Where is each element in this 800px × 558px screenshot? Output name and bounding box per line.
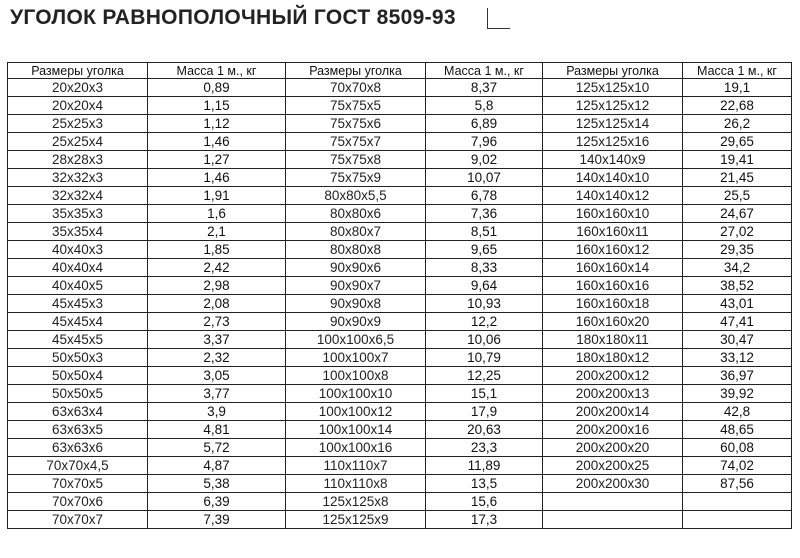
cell-angle-size: 50x50x3	[8, 349, 148, 367]
cell-mass-per-meter: 2,98	[148, 277, 286, 295]
page-title: УГОЛОК РАВНОПОЛОЧНЫЙ ГОСТ 8509-93	[10, 6, 456, 29]
cell-angle-size: 160x160x18	[543, 295, 683, 313]
cell-mass-per-meter: 8,51	[426, 223, 543, 241]
cell-mass-per-meter: 10,79	[426, 349, 543, 367]
cell-mass-per-meter: 74,02	[683, 457, 792, 475]
cell-mass-per-meter: 6,78	[426, 187, 543, 205]
cell-angle-size: 200x200x30	[543, 475, 683, 493]
cell-mass-per-meter: 5,72	[148, 439, 286, 457]
table-row	[8, 367, 792, 385]
cell-angle-size: 75x75x7	[286, 133, 426, 151]
cell-angle-size: 40x40x4	[8, 259, 148, 277]
cell-mass-per-meter: 21,45	[683, 169, 792, 187]
cell-mass-per-meter: 2,42	[148, 259, 286, 277]
cell-angle-size: 45x45x4	[8, 313, 148, 331]
page-header	[0, 0, 800, 58]
table-row	[8, 439, 792, 457]
cell-angle-size: 100x100x14	[286, 421, 426, 439]
cell-mass-per-meter: 29,35	[683, 241, 792, 259]
table-row	[8, 457, 792, 475]
cell-angle-size: 110x110x7	[286, 457, 426, 475]
cell-angle-size: 40x40x5	[8, 277, 148, 295]
cell-angle-size: 35x35x3	[8, 205, 148, 223]
cell-mass-per-meter: 8,37	[426, 79, 543, 97]
cell-angle-size: 90x90x7	[286, 277, 426, 295]
table-row	[8, 349, 792, 367]
cell-angle-size: 200x200x12	[543, 367, 683, 385]
table-row	[8, 475, 792, 493]
cell-angle-size: 45x45x3	[8, 295, 148, 313]
table-row	[8, 169, 792, 187]
cell-mass-per-meter: 38,52	[683, 277, 792, 295]
cell-angle-size: 125x125x10	[543, 79, 683, 97]
table-row	[8, 205, 792, 223]
cell-angle-size: 80x80x7	[286, 223, 426, 241]
column-header-size: Размеры уголка	[8, 63, 148, 79]
cell-angle-size: 180x180x11	[543, 331, 683, 349]
cell-mass-per-meter	[683, 511, 792, 529]
cell-angle-size: 25x25x3	[8, 115, 148, 133]
cell-mass-per-meter: 1,91	[148, 187, 286, 205]
cell-angle-size: 32x32x3	[8, 169, 148, 187]
cell-angle-size: 160x160x20	[543, 313, 683, 331]
cell-angle-size: 200x200x25	[543, 457, 683, 475]
cell-mass-per-meter: 0,89	[148, 79, 286, 97]
cell-angle-size: 200x200x14	[543, 403, 683, 421]
cell-angle-size: 180x180x12	[543, 349, 683, 367]
cell-mass-per-meter: 5,38	[148, 475, 286, 493]
cell-angle-size: 90x90x9	[286, 313, 426, 331]
cell-mass-per-meter: 1,46	[148, 133, 286, 151]
cell-mass-per-meter: 2,08	[148, 295, 286, 313]
cell-angle-size: 90x90x8	[286, 295, 426, 313]
cell-angle-size: 80x80x8	[286, 241, 426, 259]
column-header-size: Размеры уголка	[286, 63, 426, 79]
cell-mass-per-meter: 33,12	[683, 349, 792, 367]
cell-angle-size: 75x75x8	[286, 151, 426, 169]
cell-mass-per-meter: 1,27	[148, 151, 286, 169]
cell-mass-per-meter: 4,87	[148, 457, 286, 475]
cell-angle-size: 160x160x11	[543, 223, 683, 241]
cell-mass-per-meter: 9,02	[426, 151, 543, 169]
column-header-size: Размеры уголка	[543, 63, 683, 79]
cell-angle-size: 70x70x5	[8, 475, 148, 493]
cell-mass-per-meter: 27,02	[683, 223, 792, 241]
cell-mass-per-meter: 12,2	[426, 313, 543, 331]
cell-angle-size	[543, 511, 683, 529]
cell-mass-per-meter: 1,6	[148, 205, 286, 223]
cell-angle-size: 160x160x14	[543, 259, 683, 277]
cell-angle-size: 70x70x8	[286, 79, 426, 97]
cell-mass-per-meter: 4,81	[148, 421, 286, 439]
cell-mass-per-meter: 2,73	[148, 313, 286, 331]
angle-profile-icon	[487, 8, 510, 29]
cell-angle-size: 75x75x5	[286, 97, 426, 115]
table-row	[8, 385, 792, 403]
cell-angle-size: 63x63x5	[8, 421, 148, 439]
cell-mass-per-meter: 2,1	[148, 223, 286, 241]
table-body	[8, 79, 792, 529]
cell-mass-per-meter: 24,67	[683, 205, 792, 223]
cell-mass-per-meter: 7,96	[426, 133, 543, 151]
table-header-row	[8, 63, 792, 79]
cell-angle-size: 110x110x8	[286, 475, 426, 493]
cell-mass-per-meter: 3,9	[148, 403, 286, 421]
cell-angle-size: 28x28x3	[8, 151, 148, 169]
cell-angle-size: 160x160x16	[543, 277, 683, 295]
cell-mass-per-meter: 5,8	[426, 97, 543, 115]
table-row	[8, 97, 792, 115]
cell-mass-per-meter: 10,93	[426, 295, 543, 313]
table-row	[8, 115, 792, 133]
cell-angle-size: 100x100x8	[286, 367, 426, 385]
table-row	[8, 511, 792, 529]
cell-angle-size: 125x125x16	[543, 133, 683, 151]
cell-mass-per-meter: 11,89	[426, 457, 543, 475]
cell-mass-per-meter: 15,6	[426, 493, 543, 511]
cell-angle-size: 20x20x3	[8, 79, 148, 97]
cell-mass-per-meter: 7,39	[148, 511, 286, 529]
cell-angle-size: 125x125x8	[286, 493, 426, 511]
table-row	[8, 133, 792, 151]
column-header-mass: Масса 1 м., кг	[148, 63, 286, 79]
cell-mass-per-meter: 6,89	[426, 115, 543, 133]
cell-mass-per-meter: 26,2	[683, 115, 792, 133]
cell-mass-per-meter: 20,63	[426, 421, 543, 439]
table-row	[8, 313, 792, 331]
cell-angle-size: 80x80x5,5	[286, 187, 426, 205]
cell-mass-per-meter: 13,5	[426, 475, 543, 493]
cell-angle-size: 125x125x12	[543, 97, 683, 115]
cell-mass-per-meter: 1,85	[148, 241, 286, 259]
cell-mass-per-meter: 23,3	[426, 439, 543, 457]
cell-angle-size: 70x70x6	[8, 493, 148, 511]
cell-angle-size: 70x70x7	[8, 511, 148, 529]
cell-angle-size: 63x63x6	[8, 439, 148, 457]
cell-angle-size	[543, 493, 683, 511]
table-row	[8, 223, 792, 241]
cell-angle-size: 40x40x3	[8, 241, 148, 259]
cell-mass-per-meter: 48,65	[683, 421, 792, 439]
cell-mass-per-meter: 15,1	[426, 385, 543, 403]
cell-mass-per-meter: 36,97	[683, 367, 792, 385]
cell-mass-per-meter: 3,37	[148, 331, 286, 349]
cell-angle-size: 20x20x4	[8, 97, 148, 115]
cell-angle-size: 35x35x4	[8, 223, 148, 241]
table-row	[8, 331, 792, 349]
cell-mass-per-meter: 6,39	[148, 493, 286, 511]
table-row	[8, 187, 792, 205]
cell-mass-per-meter: 47,41	[683, 313, 792, 331]
cell-angle-size: 75x75x9	[286, 169, 426, 187]
cell-mass-per-meter: 1,12	[148, 115, 286, 133]
cell-mass-per-meter: 10,07	[426, 169, 543, 187]
column-header-mass: Масса 1 м., кг	[426, 63, 543, 79]
cell-angle-size: 100x100x12	[286, 403, 426, 421]
cell-angle-size: 200x200x16	[543, 421, 683, 439]
cell-mass-per-meter	[683, 493, 792, 511]
cell-mass-per-meter: 12,25	[426, 367, 543, 385]
table-row	[8, 403, 792, 421]
cell-angle-size: 70x70x4,5	[8, 457, 148, 475]
column-header-mass: Масса 1 м., кг	[683, 63, 792, 79]
cell-mass-per-meter: 7,36	[426, 205, 543, 223]
cell-mass-per-meter: 87,56	[683, 475, 792, 493]
angle-mass-table	[7, 62, 792, 529]
cell-mass-per-meter: 3,77	[148, 385, 286, 403]
cell-mass-per-meter: 34,2	[683, 259, 792, 277]
cell-angle-size: 80x80x6	[286, 205, 426, 223]
cell-mass-per-meter: 1,15	[148, 97, 286, 115]
cell-mass-per-meter: 25,5	[683, 187, 792, 205]
cell-mass-per-meter: 22,68	[683, 97, 792, 115]
cell-mass-per-meter: 43,01	[683, 295, 792, 313]
cell-mass-per-meter: 39,92	[683, 385, 792, 403]
cell-angle-size: 100x100x16	[286, 439, 426, 457]
cell-mass-per-meter: 19,41	[683, 151, 792, 169]
table-row	[8, 151, 792, 169]
cell-angle-size: 50x50x5	[8, 385, 148, 403]
table-row	[8, 295, 792, 313]
table-row	[8, 421, 792, 439]
cell-angle-size: 140x140x12	[543, 187, 683, 205]
cell-angle-size: 100x100x10	[286, 385, 426, 403]
cell-angle-size: 75x75x6	[286, 115, 426, 133]
table-row	[8, 241, 792, 259]
cell-mass-per-meter: 2,32	[148, 349, 286, 367]
cell-angle-size: 100x100x6,5	[286, 331, 426, 349]
cell-angle-size: 100x100x7	[286, 349, 426, 367]
cell-angle-size: 45x45x5	[8, 331, 148, 349]
cell-angle-size: 160x160x10	[543, 205, 683, 223]
cell-mass-per-meter: 9,64	[426, 277, 543, 295]
cell-angle-size: 125x125x14	[543, 115, 683, 133]
cell-mass-per-meter: 29,65	[683, 133, 792, 151]
cell-angle-size: 160x160x12	[543, 241, 683, 259]
cell-mass-per-meter: 9,65	[426, 241, 543, 259]
cell-angle-size: 32x32x4	[8, 187, 148, 205]
table-row	[8, 259, 792, 277]
cell-angle-size: 25x25x4	[8, 133, 148, 151]
cell-mass-per-meter: 60,08	[683, 439, 792, 457]
cell-angle-size: 125x125x9	[286, 511, 426, 529]
cell-mass-per-meter: 8,33	[426, 259, 543, 277]
cell-mass-per-meter: 30,47	[683, 331, 792, 349]
cell-mass-per-meter: 17,9	[426, 403, 543, 421]
table-row	[8, 277, 792, 295]
cell-mass-per-meter: 1,46	[148, 169, 286, 187]
cell-angle-size: 200x200x20	[543, 439, 683, 457]
cell-angle-size: 90x90x6	[286, 259, 426, 277]
cell-mass-per-meter: 10,06	[426, 331, 543, 349]
cell-angle-size: 50x50x4	[8, 367, 148, 385]
cell-mass-per-meter: 42,8	[683, 403, 792, 421]
cell-angle-size: 63x63x4	[8, 403, 148, 421]
cell-angle-size: 140x140x9	[543, 151, 683, 169]
cell-mass-per-meter: 17,3	[426, 511, 543, 529]
cell-angle-size: 200x200x13	[543, 385, 683, 403]
cell-angle-size: 140x140x10	[543, 169, 683, 187]
table-row	[8, 493, 792, 511]
cell-mass-per-meter: 19,1	[683, 79, 792, 97]
cell-mass-per-meter: 3,05	[148, 367, 286, 385]
table-row	[8, 79, 792, 97]
